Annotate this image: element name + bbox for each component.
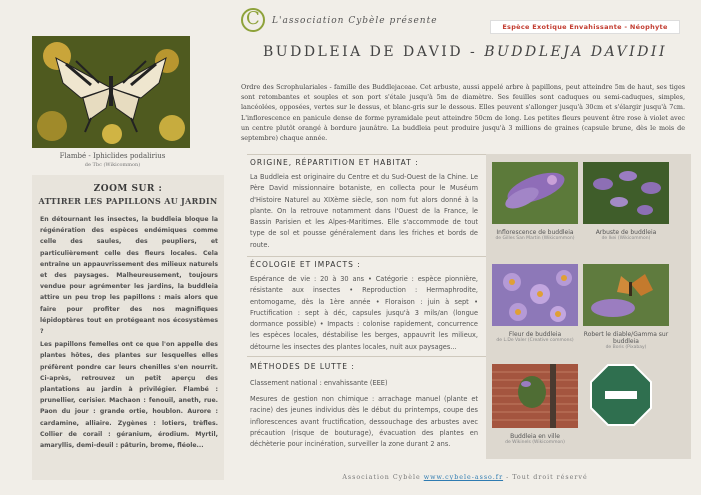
caption-credit: de L.De Valer (Creative commons) — [496, 338, 574, 343]
caption-text: Fleur de buddleia — [508, 331, 562, 338]
photo-caption — [490, 433, 580, 446]
title-common: BUDDLEIA DE DAVID - — [263, 44, 485, 60]
zoom-text — [40, 214, 218, 453]
caption-text: Robert le diable/Gamma sur buddleia — [583, 331, 669, 345]
no-entry-icon — [590, 364, 652, 426]
footer — [240, 474, 690, 481]
zoom-title: ZOOM SUR : — [93, 184, 163, 194]
control-status: Classement national : envahissante (EEE) — [250, 379, 388, 387]
zoom-paragraph: Les papillons femelles ont ce que l'on appelle des plantes hôtes, des plantes sur lesquelles elles préfèrent pondre car leurs chenilles s'en nourrit. Ci-après, retrouvez un petit aperçu des plantations au jardin à privilégier. Flambé : prunellier, cerisier. Machaon : fenouil, aneth, rue. Paon du jour : grande ortie, houblon. Aurore : cardamine, alliaire. Zygènes : lotiers, trèfles. Collier de corail : géranium, érodium. Myrtil, amaryllis, demi-deuil : pâturin, brome, fléole... — [40, 341, 218, 450]
flower-image — [492, 264, 578, 326]
photo-caption — [490, 331, 580, 344]
buddleia-inflorescence-photo — [492, 162, 578, 224]
buddleia-flower-photo — [492, 264, 578, 326]
photo-caption — [581, 331, 671, 351]
shrub-image — [583, 162, 669, 224]
caption-text: Buddleia en ville — [510, 433, 560, 440]
divider — [247, 356, 487, 357]
butterfly-image — [583, 264, 669, 326]
zoom-paragraph: En détournant les insectes, la buddleia bloque la régénération des espèces endémiques comme celle des saules, des peupliers, et particulièrement celle des fleurs locales. Cela entraîne un appauvrissement des milieux naturels et des paysages. Malheureusement, toujours vendue pour agrémenter les jardins, la buddleia attire un peu trop les papillons : mais alors que faire pour profiter des nos magnifiques lépidoptères tout en protégeant nos écosystèmes ? — [40, 216, 218, 336]
footer-suffix: - Tout droit réservé — [503, 474, 588, 481]
intro-paragraph: Ordre des Scrophulariales - famille des Buddlejaceae. Cet arbuste, aussi appelé arbre à papillons, peut atteindre 5m de haut, ses tiges sont retombantes et souples et son port s'étale jusqu'à 5m de diamètre. Ses feuilles sont caduques ou semi-caduques, simples, lancéolées, opposées, vertes sur le dessus, et blanc-gris sur le dessous. Elles peuvent s'allonger jusqu'à 30cm et s'élargir jusqu'à 7cm. L'inflorescence en panicule dense de forme pyramidale peut atteindre 50cm de long. Les petites fleurs peuvent être rose à violet avec un centre plutôt orangé à bordure jaunâtre. La buddleia peut produire jusqu'à 3 millions de graines (capsule brune, dès le mois de septembre) chaque année. — [241, 83, 685, 143]
section-title-ecology: ÉCOLOGIE ET IMPACTS : — [250, 260, 361, 269]
photo-caption — [490, 229, 580, 242]
caption-text: Flambé - Iphiclides podalirius — [59, 152, 166, 160]
logo-letter: C — [246, 8, 260, 29]
divider — [247, 256, 487, 257]
section-title-control: MÉTHODES DE LUTTE : — [250, 362, 355, 371]
section-body-origin: La Buddleia est originaire du Centre et du Sud-Ouest de la Chine. Le Père David missionnaire botaniste, en collecta pour le Muséum d'Histoire Naturel au XIXème siècle, son nom fut alors donné à la plante. On la retrouve notamment dans l'Ouest de la France, le Bassin Parisien et les Alpes-Maritimes. Elle s'accommode de tout type de sol et pousse généralement dans les friches et bords de route. — [250, 173, 478, 249]
caption-credit: de Gilles San Martin (Wikicommon) — [495, 236, 575, 241]
section-body-ecology: Espérance de vie : 20 à 30 ans • Catégorie : espèce pionnière, résistante aux insectes • Reproduction : Hermaphrodite, entomogame, dès la 1ère année • Floraison : juin à sept • Fructification : sept à déc, capsules jusqu'à 3 mils/an (longue dormance possible) • Impacts : colonise rapidement, concurrence les espèces locales, déstabilise les berges, appauvrit les milieux, détourne les insectes des plantes locales, nuit aux paysages... — [250, 275, 478, 351]
caption-credit: de Ikei (Wikicommon) — [601, 236, 651, 241]
caption-text: Arbuste de buddleia — [595, 229, 657, 236]
swallowtail-butterfly-image — [32, 36, 190, 148]
zoom-subtitle: ATTIRER LES PAPILLONS AU JARDIN — [38, 196, 218, 206]
inflorescence-image — [492, 162, 578, 224]
photo-caption — [40, 152, 185, 170]
divider — [247, 154, 487, 155]
buddleia-city-photo — [492, 364, 578, 428]
buddleia-shrub-photo — [583, 162, 669, 224]
photo-caption — [581, 229, 671, 242]
website-link[interactable]: www.cybele-asso.fr — [423, 474, 504, 481]
caption-credit: de Tbc (Wikicommon) — [84, 162, 141, 168]
status-badge: Espèce Exotique Envahissante - Néophyte — [490, 20, 680, 34]
association-title: L'association Cybèle présente — [272, 16, 438, 26]
stop-sign-icon — [590, 364, 652, 426]
butterfly-on-buddleia-photo — [583, 264, 669, 326]
butterfly-photo — [32, 36, 190, 148]
title-latin: BUDDLEJA DAVIDII — [484, 44, 667, 60]
caption-text: Inflorescence de buddleia — [496, 229, 574, 236]
section-body-control: Mesures de gestion non chimique : arrachage manuel (plante et racine) des jeunes individus dès le début du printemps, coupe des inflorescences avant fructification, dessouchage des arbustes avec précaution (risque de bouturage), évacuation des plantes en déchèterie pour incinération, surveiller la zone durant 2 ans. — [250, 395, 478, 449]
caption-credit: de Wikinels (Wikicommon) — [505, 440, 565, 445]
footer-prefix: Association Cybèle — [342, 474, 424, 481]
city-wall-image — [492, 364, 578, 428]
section-title-origin: ORIGINE, RÉPARTITION ET HABITAT : — [250, 158, 419, 167]
caption-credit: de Boris (Pixabay) — [605, 345, 647, 350]
page-title — [240, 44, 690, 60]
